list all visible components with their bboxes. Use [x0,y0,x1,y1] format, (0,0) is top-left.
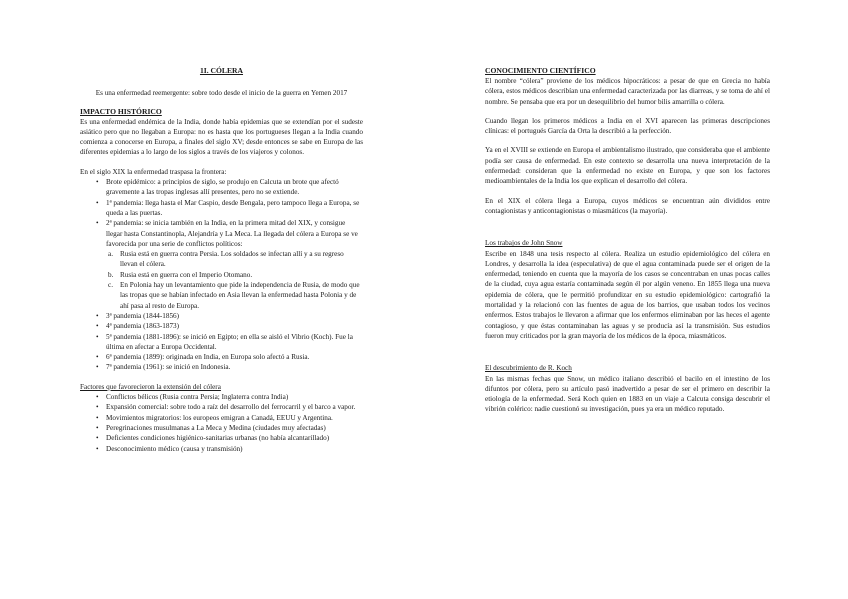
list-item: • 4ª pandemia (1863-1873) [106,321,363,331]
factores-heading: Factores que favorecieron la extensión del cólera [80,382,221,391]
sublist-item [108,280,363,311]
impacto-paragraph-1: Es una enfermedad endémica de la India, donde había epidemias que se extendían por el sudeste asiático pero que no llegaban a Europa: no es hasta que los portugueses llegan a la India cuando comienza a conocerse en Europa, a finales del siglo XV; desde entonces se sabe en Europa de las diferentes epidemias a lo largo de los siglos a través de los viajeros y colonos. [80,117,363,157]
impacto-paragraph-2: En el siglo XIX la enfermedad traspasa la frontera: [80,167,227,176]
conocimiento-heading: CONOCIMIENTO CIENTÍFICO [485,66,596,75]
koch-paragraph: En las mismas fechas que Snow, un médico italiano describió el bacilo en el intestino de los difuntos por cólera, pero su artículo pasó inadvertido a pesar de ser el primero en describir la etiología de la enfermedad. Será Koch quien en 1883 en un viaje a Calcuta consiga descubrir el vibrión colérico: nadie cuestionó su investigación, pues ya era un médico reputado. [485,374,770,414]
list-item: • Deficientes condiciones higiénico-sanitarias urbanas (no había alcantarillado) [106,433,363,443]
sublist-marker: b. [108,270,114,279]
right-column [485,66,770,415]
list-item-text: 2ª pandemia: se inicia también en la India, en la primera mitad del XIX, y consigue llegar hasta Constantinopla, Alejandría y La Meca. La llegada del cólera a Europa se ve favorecida por una serie de conflictos políticos: [106,219,358,248]
list-item: • 1ª pandemia: llega hasta el Mar Caspio, desde Bengala, pero tampoco llega a Europa, se queda a las puertas. [106,198,363,219]
conocimiento-paragraph-2: Cuando llegan los primeros médicos a India en el XVI aparecen las primeras descripciones clínicas: el portugués García da Orta la describió a la perfección. [485,116,770,136]
conocimiento-paragraph-1: El nombre “cólera” proviene de los médicos hipocráticos: a pesar de que en Grecia no había cólera, estos médicos describían una enfermedad caracterizada por las diarreas, y se toma de ahí el nombre. Se pensaba que era por un desequilibrio del humor bilis amarrilla o cólera. [485,77,770,106]
sublist-marker: c. [108,281,113,290]
snow-heading: Los trabajos de John Snow [485,239,563,248]
list-item: • Expansión comercial: sobre todo a raíz del desarrollo del ferrocarril y el barco a vapor. [106,402,363,412]
list-item [106,218,363,311]
koch-heading: El descubrimiento de R. Koch [485,364,572,373]
sublist-marker: a. [108,250,113,259]
list-item: • Movimientos migratorios: los europeos emigran a Canadá, EEUU y Argentina. [106,413,363,423]
impacto-heading: IMPACTO HISTÓRICO [80,106,162,116]
factores-list [80,392,363,454]
list-item: • 5ª pandemia (1881-1896): se inició en Egipto; en ella se aisló el Vibrio (Koch). Fue la última en afectar a Europa Occidental. [106,332,363,353]
list-item: • Brote epidémico: a principios de siglo, se produjo en Calcuta un brote que afectó gravemente a las tropas inglesas allí presentes, pero no se extiende. [106,177,363,198]
sublist-item [108,270,363,280]
sublist-text: Rusia está en guerra con el Imperio Otomano. [120,270,253,279]
list-item: • 6ª pandemia (1899): originada en India, en Europa solo afectó a Rusia. [106,352,363,362]
sublist-text: Rusia está en guerra contra Persia. Los soldados se infectan allí y a su regreso llevan el cólera. [120,250,344,269]
list-item: • 3ª pandemia (1844-1856) [106,311,363,321]
pandemic-list [80,177,363,373]
page-title: 1I. CÓLERA [199,66,244,75]
sublist-text: En Polonia hay un levantamiento que pide la independencia de Rusia, de modo que las tropas que se habían infectado en Asia llevan la enfermedad hasta Polonia y de ahí pasa al resto de Europa. [120,281,360,310]
left-column [80,66,363,454]
page-subtitle: Es una enfermedad reemergente: sobre todo desde el inicio de la guerra en Yemen 2017 [95,89,348,98]
conocimiento-paragraph-4: En el XIX el cólera llega a Europa, cuyos médicos se encuentran aún divididos entre contagionistas y anticontagionistas o miasmáticos (la mayoría). [485,196,770,215]
list-item: • Conflictos bélicos (Rusia contra Persia; Inglaterra contra India) [106,392,363,402]
conocimiento-paragraph-3: Ya en el XVIII se extiende en Europa el ambientalismo ilustrado, que consideraba que el ambiente podía ser causa de enfermedad. En este contexto se desarrolla una nueva interpretación de la enfermedad: consideran que la enfermedad no existe en Europa, y que son los factores medioambientales de la India los que explican el desarrollo del cólera. [485,146,770,186]
sublist-item [108,249,363,270]
list-item: • Desconocimiento médico (causa y transmisión) [106,444,363,454]
list-item: • Peregrinaciones musulmanas a La Meca y Medina (ciudades muy afectadas) [106,423,363,433]
conflict-sublist [106,249,363,311]
list-item: • 7ª pandemia (1961): se inició en Indonesia. [106,362,363,372]
snow-paragraph: Escribe en 1848 una tesis respecto al cólera. Realiza un estudio epidemiológico del cólera en Londres, y desarrolla la idea (especulativa) de que el agua contaminada puede ser el origen de la enfermedad, teniendo en cuenta que la mayoría de los casos se concentraban en unas pocas calles de la ciudad, cuya agua estaría contaminada según él por algún veneno. En 1855 llega una nueva epidemia de cólera, que le permitió profundizar en su estudio epidemiológico: cartografió la mortalidad y la relacionó con las fuentes de agua de los barrios, que usaban todos los vecinos enfermos. Estos trabajos le llevaron a afirmar que los enfermos eliminaban por las heces el agente contagioso, y que éstas contaminaban las aguas y se producía así la transmisión. Sus estudios fueron muy criticados por la gran mayoría de los médicos de la época, miasmáticos. [485,249,770,340]
